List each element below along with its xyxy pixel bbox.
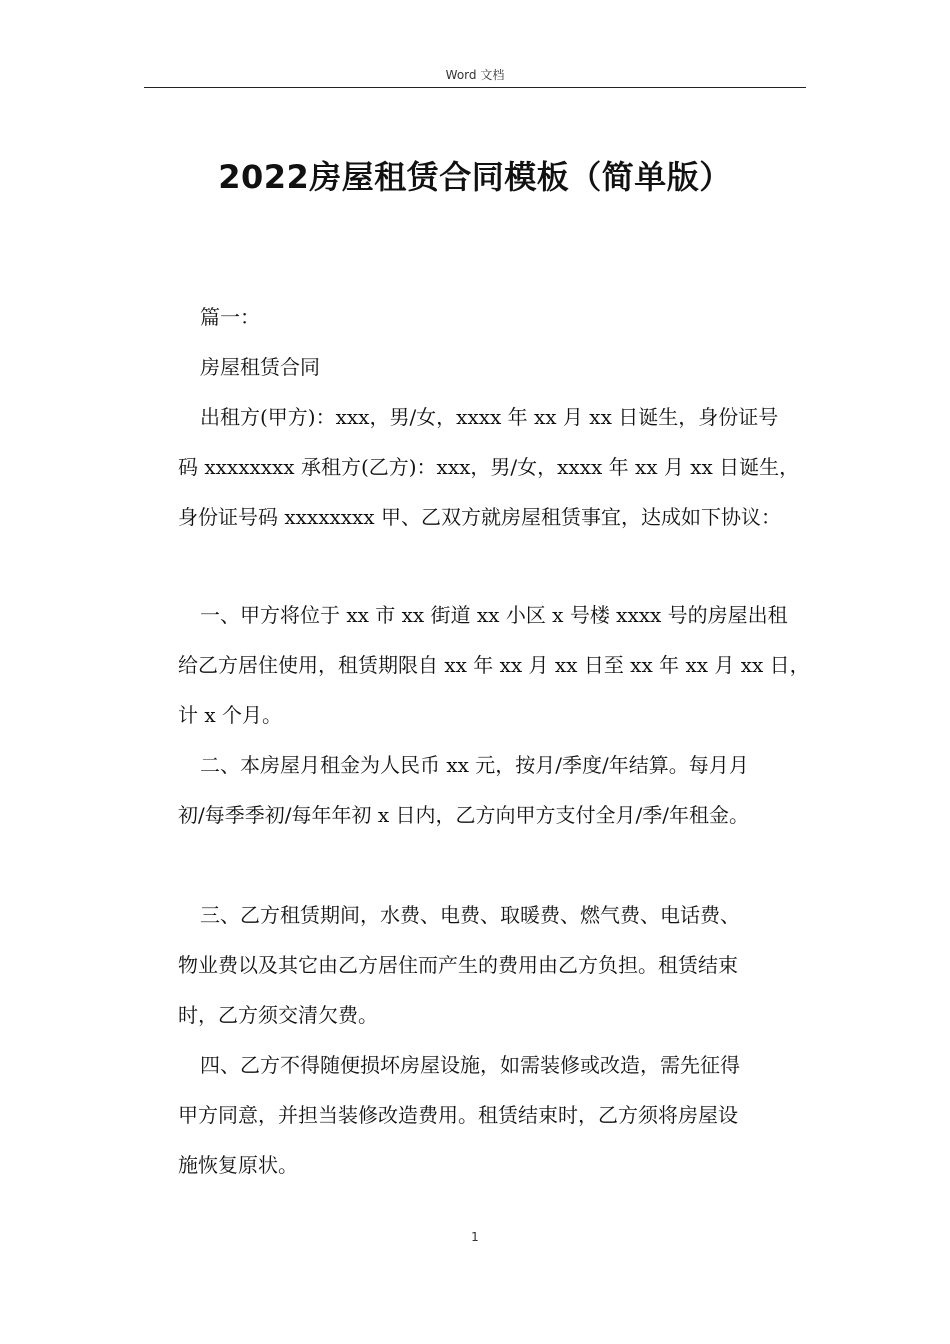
paragraph-line: 给乙方居住使用，租赁期限自 xx 年 xx 月 xx 日至 xx 年 xx 月 xx 日， [178,653,810,677]
paragraph-line: 三、乙方租赁期间，水费、电费、取暖费、燃气费、电话费、 [200,903,740,927]
header-label: Word 文档 [445,68,505,82]
paragraph-line: 一、甲方将位于 xx 市 xx 街道 xx 小区 x 号楼 xxxx 号的房屋出租 [200,603,788,627]
paragraph-line: 施恢复原状。 [178,1153,298,1177]
document-title: 2022房屋租赁合同模板（简单版） [218,158,732,196]
paragraph-line: 初/每季季初/每年年初 x 日内，乙方向甲方支付全月/季/年租金。 [178,803,749,827]
paragraph-line: 二、本房屋月租金为人民币 xx 元，按月/季度/年结算。每月月 [200,753,749,777]
page-number: 1 [471,1230,479,1244]
paragraph-line: 四、乙方不得随便损坏房屋设施，如需装修或改造，需先征得 [200,1053,740,1077]
paragraph-line: 码 xxxxxxxx 承租方(乙方)：xxx，男/女，xxxx 年 xx 月 xx 日诞生， [178,455,800,479]
paragraph-line: 身份证号码 xxxxxxxx 甲、乙双方就房屋租赁事宜，达成如下协议： [178,505,781,529]
paragraph-line: 计 x 个月。 [178,703,282,727]
contract-heading: 房屋租赁合同 [200,355,320,379]
paragraph-line: 甲方同意，并担当装修改造费用。租赁结束时，乙方须将房屋设 [178,1103,738,1127]
paragraph-line: 物业费以及其它由乙方居住而产生的费用由乙方负担。租赁结束 [178,953,738,977]
paragraph-line: 出租方(甲方)：xxx，男/女，xxxx 年 xx 月 xx 日诞生，身份证号 [200,405,779,429]
section-heading: 篇一： [200,305,260,329]
paragraph-line: 时，乙方须交清欠费。 [178,1003,378,1027]
header-divider [144,87,806,88]
